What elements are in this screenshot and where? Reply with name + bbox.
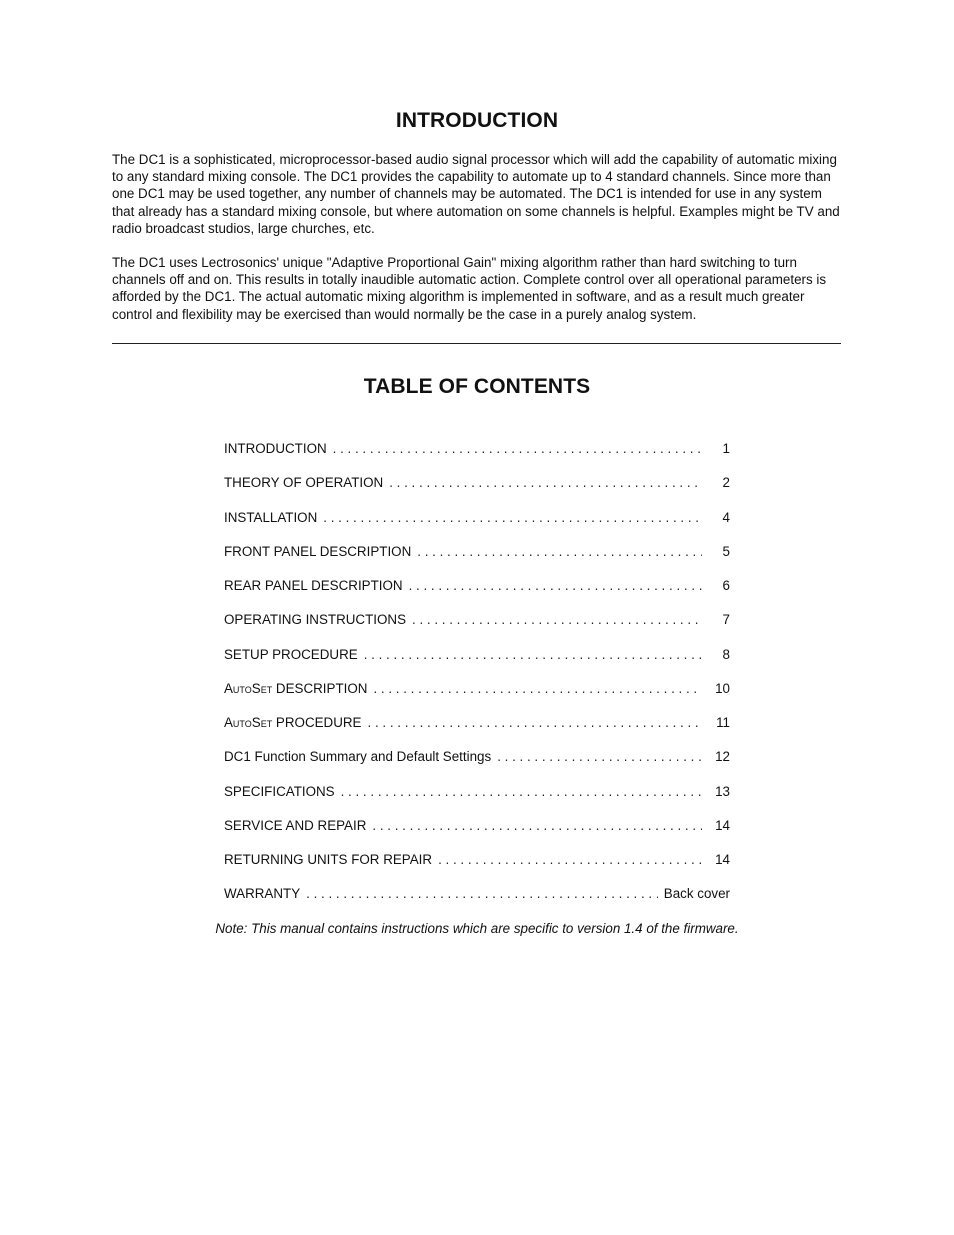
toc-entry-title: INTRODUCTION: [224, 441, 327, 456]
toc-entry-title: [224, 715, 362, 730]
toc-leader-dots: [409, 578, 702, 593]
toc-entry-page: 12: [715, 749, 730, 765]
section-divider: [112, 343, 841, 344]
toc-leader-dots: [333, 441, 702, 456]
toc-entry-page: 4: [722, 509, 730, 525]
toc-entry-rear-panel-description: [224, 578, 730, 612]
toc-list: [224, 441, 730, 921]
toc-entry-page: Back cover: [663, 886, 730, 902]
toc-entry-page: 7: [722, 612, 730, 628]
toc-entry-title: SETUP PROCEDURE: [224, 646, 358, 662]
toc-entry-front-panel-description: [224, 544, 730, 578]
toc-entry-autoset-procedure: [224, 715, 730, 749]
toc-entry-function-summary: [224, 749, 730, 783]
toc-entry-warranty: [224, 886, 730, 920]
toc-leader-dots: [373, 681, 702, 696]
introduction-paragraph-2: The DC1 uses Lectrosonics' unique "Adaptive Proportional Gain" mixing algorithm rather than hard switching to turn channels off and on. This results in totally inaudible automatic action. Complete control over all operational parameters is afforded by the DC1. The actual automatic mixing algorithm is implemented in software, and as a result much greater control and flexibility may be exercised than would normally be the case in a purely analog system.: [112, 255, 827, 322]
toc-entry-page: 11: [716, 715, 730, 730]
toc-leader-dots: [364, 647, 702, 662]
toc-entry-title-smallcaps: AutoSet: [224, 680, 273, 696]
toc-entry-autoset-description: [224, 681, 730, 715]
toc-entry-introduction: [224, 441, 730, 475]
toc-leader-dots: [341, 784, 702, 799]
toc-entry-title-rest: DESCRIPTION: [272, 680, 368, 696]
toc-leader-dots: [306, 886, 658, 901]
firmware-note: Note: This manual contains instructions which are specific to version 1.4 of the firmware.: [215, 921, 739, 936]
toc-entry-title: SERVICE AND REPAIR: [224, 817, 367, 833]
toc-entry-title: OPERATING INSTRUCTIONS: [224, 612, 407, 628]
toc-entry-title: INSTALLATION: [224, 509, 318, 525]
toc-entry-page: 2: [722, 475, 730, 491]
toc-entry-theory-of-operation: [224, 475, 730, 509]
toc-entry-operating-instructions: [224, 612, 730, 646]
toc-leader-dots: [389, 475, 702, 490]
toc-entry-returning-units: [224, 852, 730, 886]
introduction-paragraph-1: The DC1 is a sophisticated, microprocessor-based audio signal processor which will add the capability of automatic mixing to any standard mixing console. The DC1 provides the capability to automate up to 4 standard channels. Since more than one DC1 may be used together, any number of channels may be automated. The DC1 is intended for use in any system that already has a standard mixing console, but where automation on some channels is helpful. Examples might be TV and radio broadcast studios, large churches, etc.: [112, 152, 840, 236]
toc-entry-title: THEORY OF OPERATION: [224, 475, 384, 491]
toc-entry-title: FRONT PANEL DESCRIPTION: [224, 543, 412, 559]
toc-entry-title: DC1 Function Summary and Default Settings: [224, 749, 492, 765]
toc-entry-title: SPECIFICATIONS: [224, 783, 335, 799]
toc-entry-page: 10: [715, 680, 730, 696]
toc-leader-dots: [412, 612, 702, 627]
toc-entry-setup-procedure: [224, 647, 730, 681]
toc-entry-title: [224, 681, 367, 696]
toc-entry-page: 14: [715, 817, 730, 833]
toc-entry-title-rest: PROCEDURE: [272, 715, 362, 730]
toc-leader-dots: [417, 544, 702, 559]
toc-entry-installation: [224, 510, 730, 544]
toc-entry-title: WARRANTY: [224, 886, 301, 902]
toc-entry-specifications: [224, 784, 730, 818]
toc-leader-dots: [497, 749, 702, 764]
toc-entry-title: RETURNING UNITS FOR REPAIR: [224, 852, 433, 867]
toc-entry-page: 13: [715, 783, 730, 799]
toc-leader-dots: [323, 510, 702, 525]
toc-entry-title-smallcaps: AutoSet: [224, 715, 273, 730]
toc-heading: TABLE OF CONTENTS: [363, 375, 591, 398]
toc-entry-page: 14: [715, 852, 730, 867]
toc-leader-dots: [438, 852, 702, 867]
toc-entry-page: 6: [722, 578, 730, 593]
toc-entry-page: 1: [722, 441, 730, 456]
toc-entry-page: 8: [722, 646, 730, 662]
toc-entry-title: REAR PANEL DESCRIPTION: [224, 578, 403, 593]
introduction-heading: INTRODUCTION: [395, 109, 559, 132]
toc-entry-service-and-repair: [224, 818, 730, 852]
toc-leader-dots: [372, 818, 702, 833]
toc-entry-page: 5: [722, 543, 730, 559]
toc-leader-dots: [368, 715, 703, 730]
